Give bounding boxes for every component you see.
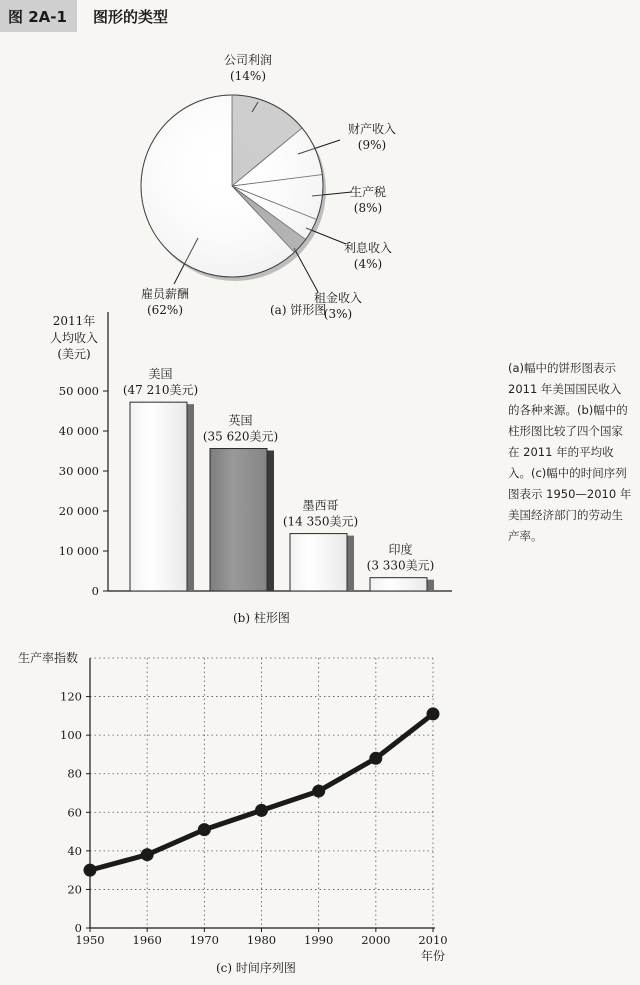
pie-slice-label: 公司利润	[223, 53, 273, 67]
bar-value-label: (47 210美元)	[122, 383, 199, 398]
line-point	[369, 752, 382, 765]
pie-slice-percent: (4%)	[353, 257, 383, 271]
bar-side	[267, 451, 274, 591]
bar-y-axis-label: 2011年	[52, 314, 96, 328]
bar-y-tick-label: 30 000	[58, 464, 99, 478]
bar-caption: (b) 柱形图	[233, 611, 290, 625]
line-point	[141, 848, 154, 861]
line-point	[255, 804, 268, 817]
line-x-tick-label: 1970	[189, 933, 219, 947]
pie-chart	[141, 52, 396, 321]
bar-chart	[50, 312, 452, 625]
line-point	[312, 785, 325, 798]
line-x-tick-label: 1950	[75, 933, 105, 947]
line-y-tick-label: 100	[60, 728, 82, 743]
line-y-tick-label: 60	[67, 805, 82, 820]
line-x-tick-label: 1990	[304, 933, 334, 947]
pie-slice-percent: (3%)	[323, 307, 353, 321]
pie-outline	[141, 95, 323, 277]
pie-slice-percent: (14%)	[229, 69, 267, 83]
bar	[130, 402, 187, 591]
line-x-tick-label: 2000	[361, 933, 391, 947]
pie-slice-label: 生产税	[349, 185, 387, 199]
line-y-tick-label: 40	[67, 843, 82, 858]
figure-title: 图形的类型	[92, 7, 168, 26]
bar	[210, 449, 267, 591]
bar	[370, 578, 427, 591]
line-point	[84, 864, 97, 877]
pie-slice-label: 利息收入	[343, 241, 393, 255]
bar-y-axis-label: 人均收入	[49, 331, 99, 345]
pie-slice-percent: (62%)	[146, 303, 184, 317]
line-x-axis-label: 年份	[420, 949, 446, 963]
line-series	[90, 714, 433, 870]
line-point	[427, 707, 440, 720]
figure-note: (a)幅中的饼形图表示2011 年美国国民收入的各种来源。(b)幅中的柱形图比较了四个国家在 2011 年的平均收入。(c)幅中的时间序列图表示 1950—2010 年美国经济部门的劳动生产率。	[508, 361, 632, 543]
line-y-tick-label: 20	[67, 882, 82, 897]
pie-slice-label: 雇员薪酬	[140, 287, 190, 301]
bar-country-label: 墨西哥	[302, 498, 339, 513]
bar-value-label: (14 350美元)	[282, 514, 359, 529]
pie-slice-label: 租金收入	[313, 291, 363, 305]
line-x-tick-label: 2010	[418, 933, 448, 947]
pie-slice-label: 财产收入	[347, 122, 397, 136]
line-chart	[18, 650, 448, 975]
line-x-tick-label: 1980	[246, 933, 277, 947]
line-y-tick-label: 0	[74, 921, 82, 935]
bar-y-tick-label: 20 000	[58, 504, 99, 518]
line-y-tick-label: 80	[67, 766, 82, 781]
line-y-axis-label: 生产率指数	[18, 651, 79, 665]
bar-side	[427, 580, 434, 591]
line-y-tick-label: 120	[60, 689, 82, 704]
bar-y-tick-label: 10 000	[58, 544, 99, 558]
bar-side	[347, 536, 354, 591]
bar-side	[187, 404, 194, 591]
bar-value-label: (3 330美元)	[366, 558, 435, 573]
pie-leader-line	[294, 248, 318, 292]
bar-y-tick-label: 40 000	[58, 424, 99, 438]
bar-value-label: (35 620美元)	[202, 429, 279, 444]
bar-y-tick-label: 0	[91, 584, 99, 598]
pie-slice-percent: (8%)	[353, 201, 383, 215]
bar-y-axis-label: (美元)	[57, 347, 91, 361]
pie-slice-percent: (9%)	[357, 138, 387, 152]
line-x-tick-label: 1960	[132, 933, 162, 947]
figure-tag: 图 2A-1	[0, 0, 77, 32]
bar-country-label: 美国	[148, 367, 173, 382]
bar-country-label: 印度	[388, 542, 413, 557]
bar	[290, 534, 347, 591]
bar-y-tick-label: 50 000	[58, 384, 99, 398]
line-caption: (c) 时间序列图	[216, 961, 296, 975]
line-point	[198, 823, 211, 836]
bar-country-label: 英国	[228, 413, 253, 428]
pie-caption: (a) 饼形图	[270, 303, 327, 317]
